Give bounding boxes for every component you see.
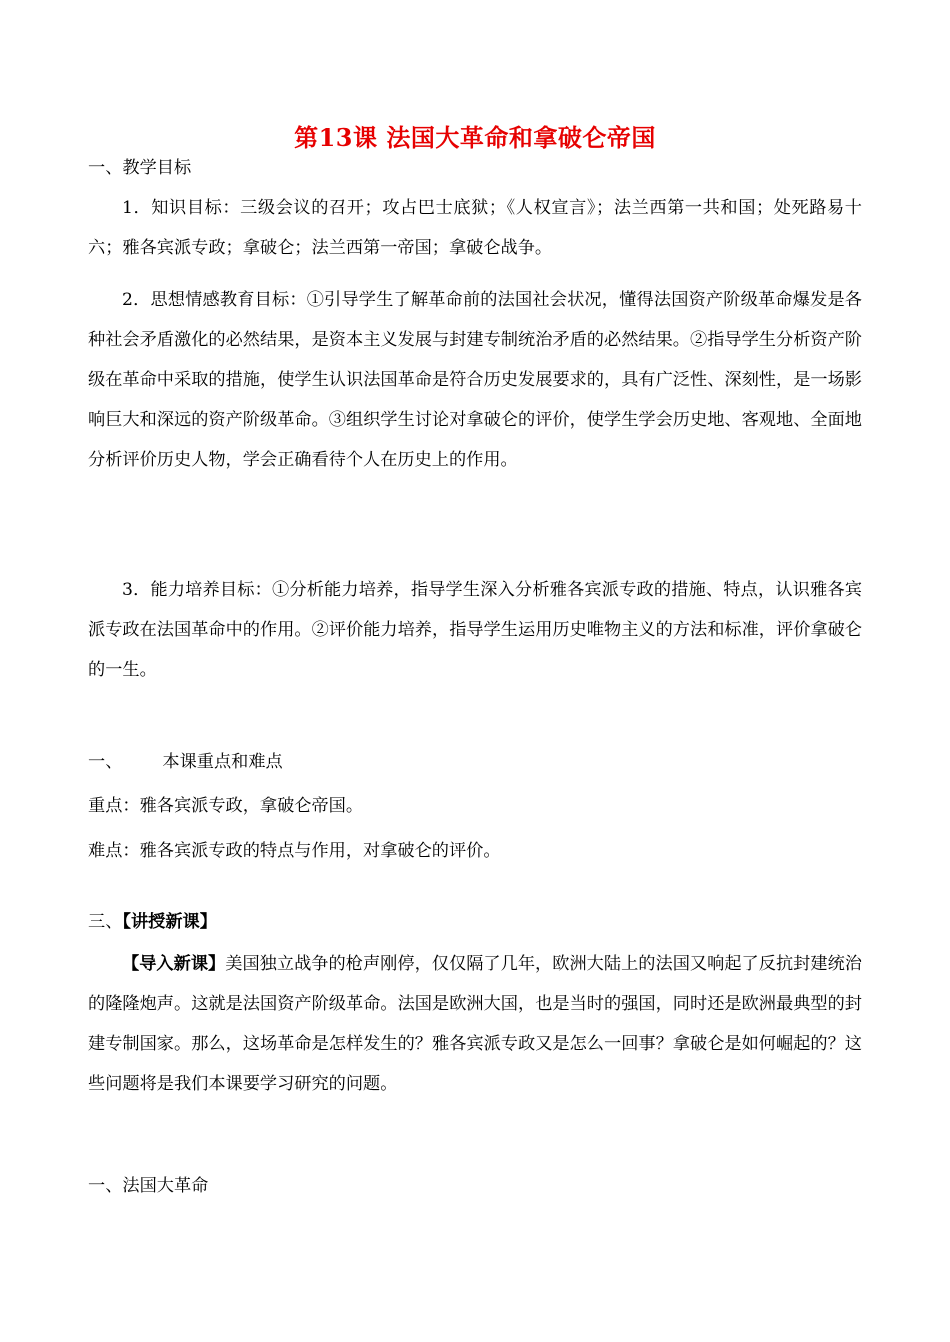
section-number: 三、 xyxy=(88,912,123,932)
section-title: 【讲授新课】 xyxy=(122,912,217,932)
intro-text: 美国独立战争的枪声刚停，仅仅隔了几年，欧洲大陆上的法国又响起了反抗封建统治的隆隆炮声。这就是法国资产阶级革命。法国是欧洲大国，也是当时的强国，同时还是欧洲最典型的封建专制国家。那么，这场革命是怎样发生的？雅各宾派专政又是怎么一回事？拿破仑是如何崛起的？这些问题将是我们本课要学习研究的问题。 xyxy=(88,954,862,1094)
intro-label: 【导入新课】 xyxy=(122,954,226,974)
paragraph-ability-objective: 3．能力培养目标：①分析能力培养，指导学生深入分析雅各宾派专政的措施、特点，认识雅各宾派专政在法国革命中的作用。②评价能力培养，指导学生运用历史唯物主义的方法和标准，评价拿破仑的一生。 xyxy=(88,580,862,680)
section-heading-objectives: 一、教学目标 xyxy=(88,158,192,178)
paragraph-knowledge-objective: 1．知识目标：三级会议的召开；攻占巴士底狱；《人权宣言》；法兰西第一共和国；处死路易十六；雅各宾派专政；拿破仑；法兰西第一帝国；拿破仑战争。 xyxy=(88,198,862,258)
key-point-text: 重点：雅各宾派专政，拿破仑帝国。 xyxy=(88,796,364,816)
section-title: 本课重点和难点 xyxy=(162,752,283,772)
page-title: 第13课 法国大革命和拿破仑帝国 xyxy=(294,123,656,152)
section-heading-french-revolution: 一、法国大革命 xyxy=(88,1176,209,1196)
difficult-point-text: 难点：雅各宾派专政的特点与作用，对拿破仑的评价。 xyxy=(88,841,501,861)
paragraph-emotional-objective: 2．思想情感教育目标：①引导学生了解革命前的法国社会状况，懂得法国资产阶级革命爆发是各种社会矛盾激化的必然结果，是资本主义发展与封建专制统治矛盾的必然结果。②指导学生分析资产阶级在革命中采取的措施，使学生认识法国革命是符合历史发展要求的，具有广泛性、深刻性，是一场影响巨大和深远的资产阶级革命。③组织学生讨论对拿破仑的评价，使学生学会历史地、客观地、全面地分析评价历史人物，学会正确看待个人在历史上的作用。 xyxy=(88,290,862,470)
paragraph-lesson-intro xyxy=(88,944,862,1104)
section-number: 一、 xyxy=(88,752,123,772)
section-heading-key-points xyxy=(88,751,283,773)
section-heading-new-lesson xyxy=(88,911,217,933)
